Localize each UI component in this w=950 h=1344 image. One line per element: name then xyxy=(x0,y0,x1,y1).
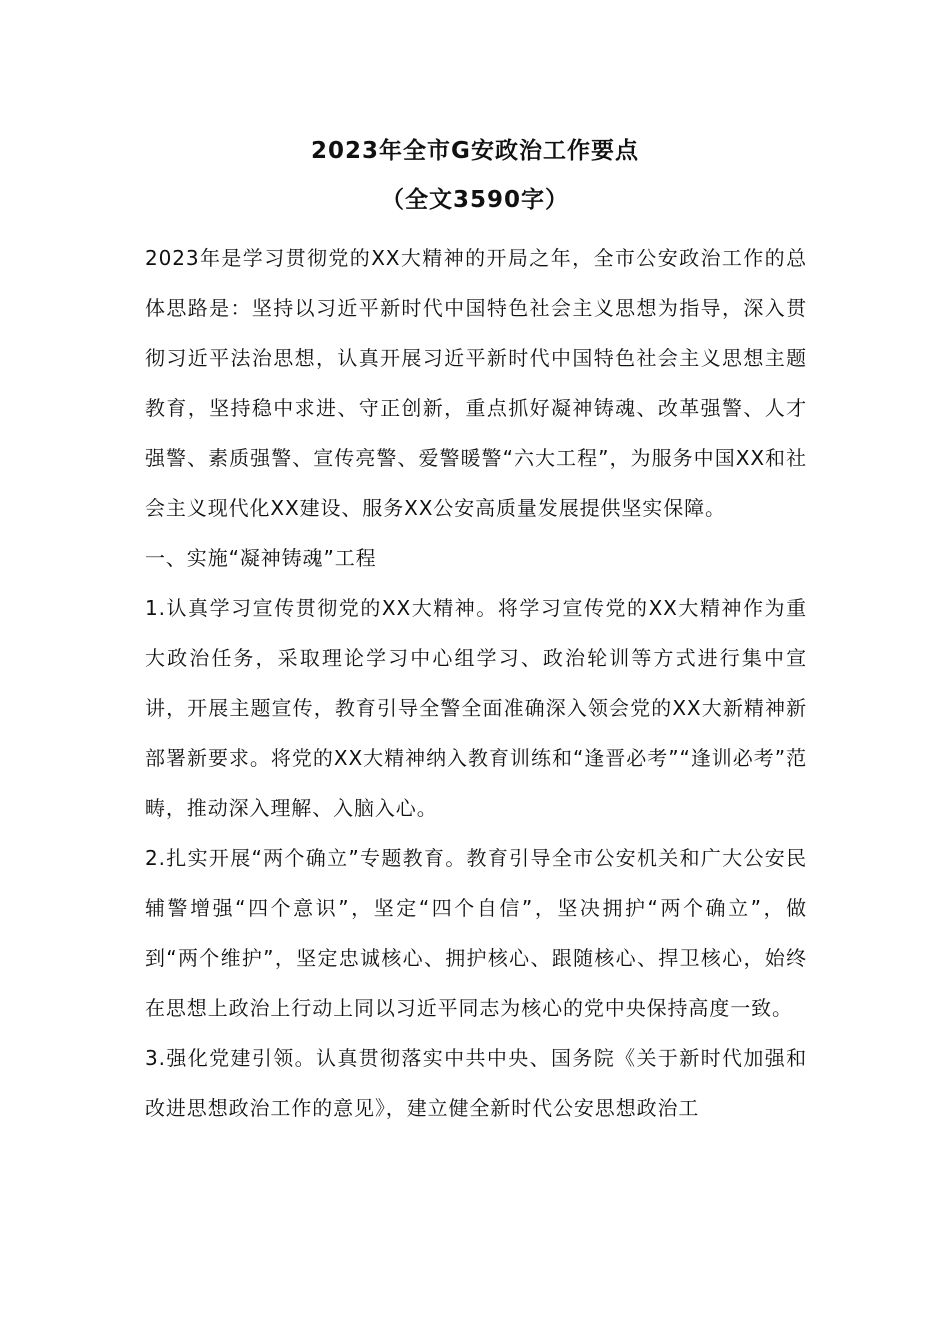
item-paragraph-2: 2.扎实开展“两个确立”专题教育。教育引导全市公安机关和广大公安民辅警增强“四个意识”，坚定“四个自信”，坚决拥护“两个确立”，做到“两个维护”，坚定忠诚核心、拥护核心、跟随核心、捍卫核心，始终在思想上政治上行动上同以习近平同志为核心的党中央保持高度一致。 xyxy=(145,846,807,1020)
document-title: 2023年全市G安政治工作要点 xyxy=(311,138,639,164)
intro-paragraph: 2023年是学习贯彻党的XX大精神的开局之年，全市公安政治工作的总体思路是：坚持以习近平新时代中国特色社会主义思想为指导，深入贯彻习近平法治思想，认真开展习近平新时代中国特色社会主义思想主题教育，坚持稳中求进、守正创新，重点抓好凝神铸魂、改革强警、人才强警、素质强警、宣传亮警、爱警暖警“六大工程”，为服务中国XX和社会主义现代化XX建设、服务XX公安高质量发展提供坚实保障。 xyxy=(145,246,807,520)
section-heading: 一、实施“凝神铸魂”工程 xyxy=(145,546,377,570)
item-paragraph-3: 3.强化党建引领。认真贯彻落实中共中央、国务院《关于新时代加强和改进思想政治工作的意见》，建立健全新时代公安思想政治工 xyxy=(145,1046,807,1120)
document-subtitle: （全文3590字） xyxy=(380,187,569,213)
document-body xyxy=(145,233,807,1133)
item-paragraph-1: 1.认真学习宣传贯彻党的XX大精神。将学习宣传党的XX大精神作为重大政治任务，采取理论学习中心组学习、政治轮训等方式进行集中宣讲，开展主题宣传，教育引导全警全面准确深入领会党的XX大新精神新部署新要求。将党的XX大精神纳入教育训练和“逢晋必考”“逢训必考”范畴，推动深入理解、入脑入心。 xyxy=(145,596,807,820)
